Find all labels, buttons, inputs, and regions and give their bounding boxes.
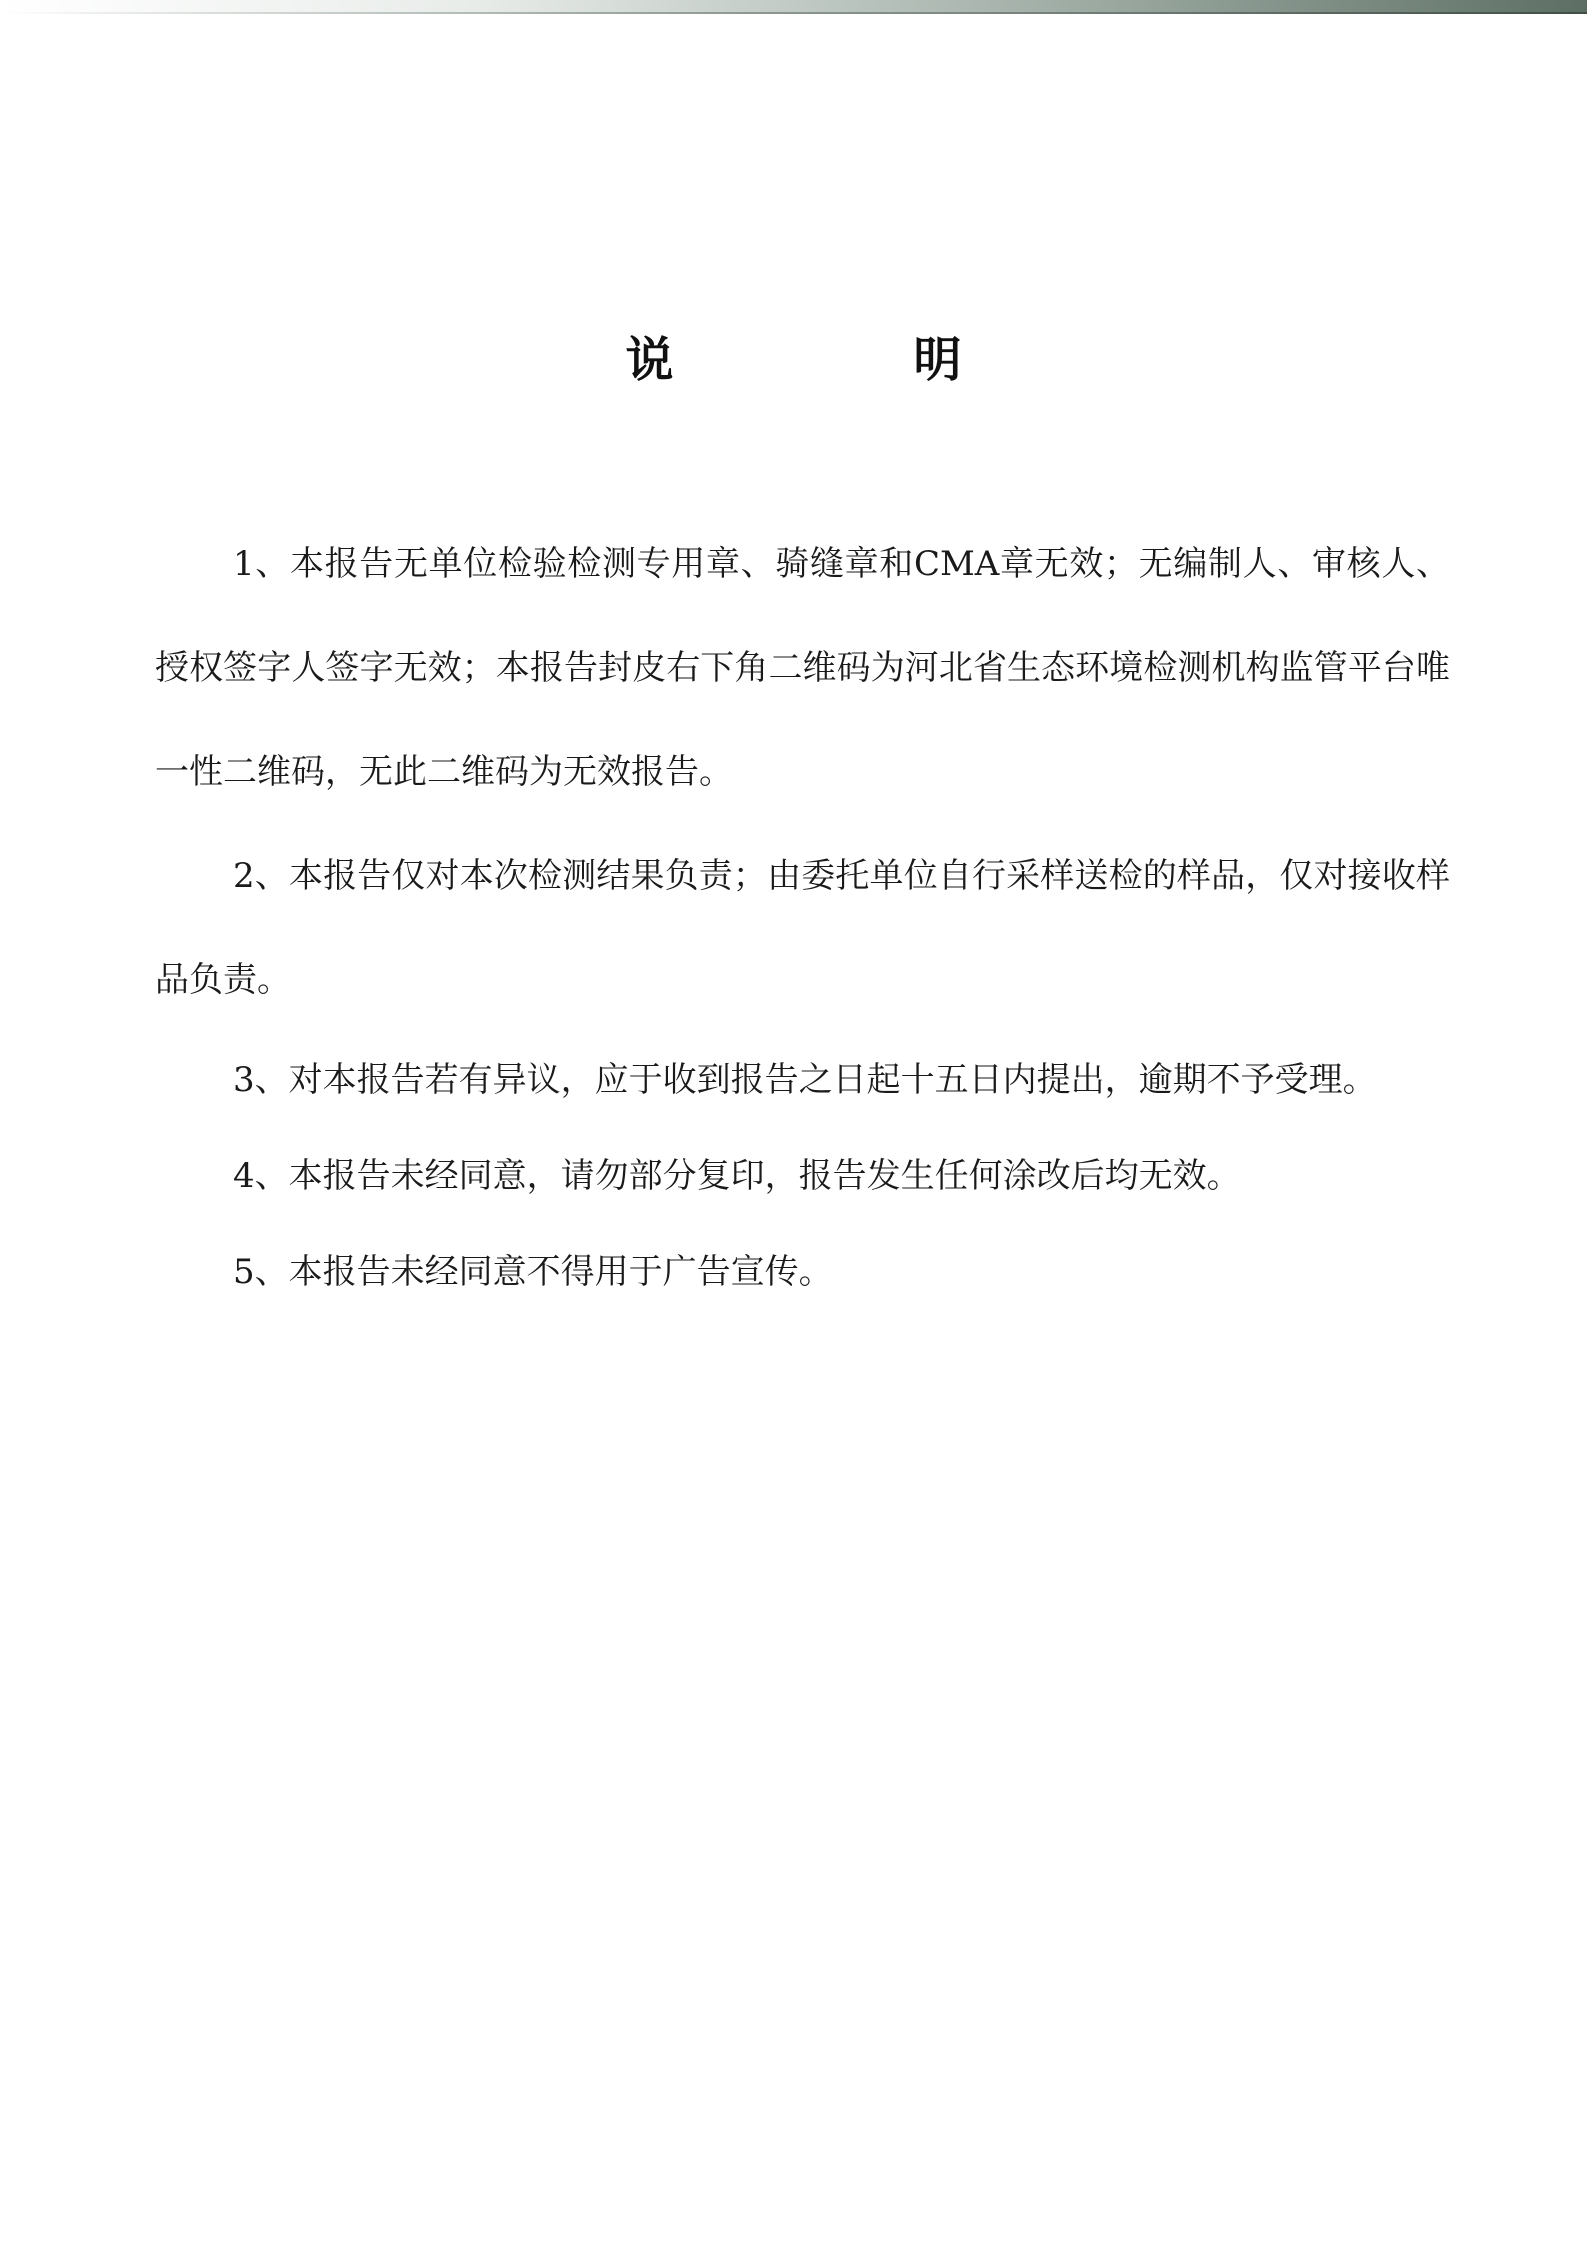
statement-item-2: 2、本报告仅对本次检测结果负责；由委托单位自行采样送检的样品，仅对接收样品负责。 — [155, 856, 1450, 1000]
scan-edge-line — [0, 12, 1587, 14]
statement-item-3: 3、对本报告若有异议，应于收到报告之日起十五日内提出，逾期不予受理。 — [233, 1060, 1377, 1100]
statement-item-5: 5、本报告未经同意不得用于广告宣传。 — [233, 1252, 833, 1292]
statement-item-1: 1、本报告无单位检验检测专用章、骑缝章和CMA章无效；无编制人、审核人、授权签字人签字无效；本报告封皮右下角二维码为河北省生态环境检测机构监管平台唯一性二维码，无此二维码为无效报告。 — [155, 544, 1450, 792]
page-title: 说 明 — [625, 332, 1058, 388]
statement-list — [155, 512, 1450, 1320]
statement-item-4: 4、本报告未经同意，请勿部分复印，报告发生任何涂改后均无效。 — [233, 1156, 1241, 1196]
